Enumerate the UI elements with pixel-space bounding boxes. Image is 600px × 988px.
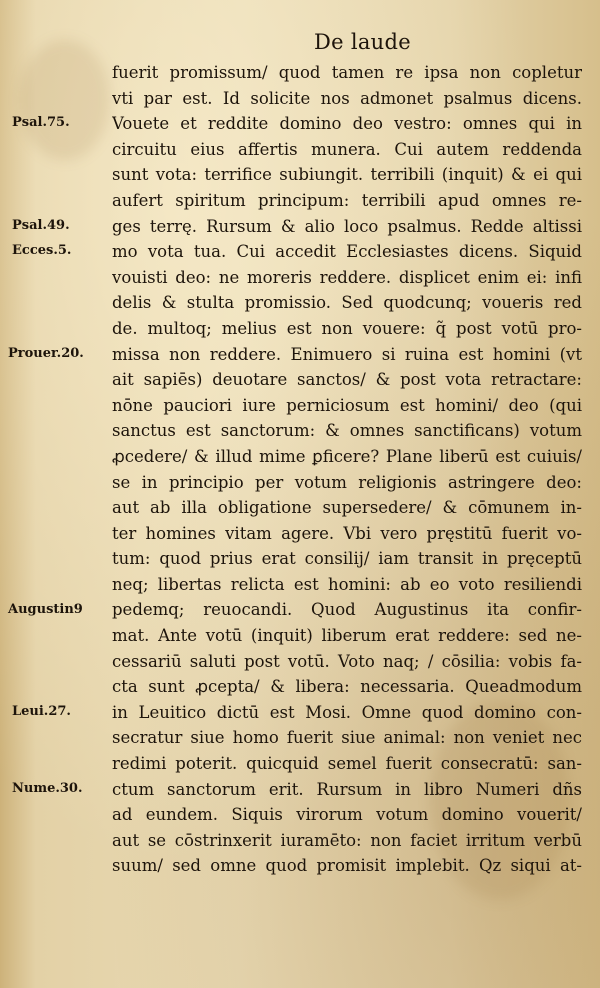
text-line: ait sapiēs) deuotare sanctos/ & post vota retractare: — [112, 370, 582, 390]
text-line: secratur siue homo fuerit siue animal: non veniet nec — [112, 728, 582, 748]
text-line: nōne pauciori iure perniciosum est homini/ deo (qui — [112, 395, 582, 415]
text-line: mo vota tua. Cui accedit Ecclesiastes dicens. Siquid — [112, 242, 582, 262]
text-line: vouisti deo: ne moreris reddere. displicet enim ei: infi — [112, 267, 582, 287]
text-line: vti par est. Id solicite nos admonet psalmus dicens. — [112, 88, 582, 108]
text-line: delis & stulta promissio. Sed quodcunq; voueris red — [112, 293, 582, 313]
text-line: cessariū saluti post votū. Voto naq; / cōsilia: vobis fa- — [112, 651, 582, 671]
margin-note: Psal.75. — [12, 115, 70, 131]
text-line: redimi poterit. quicquid semel fuerit consecratū: san- — [112, 754, 582, 774]
text-line: ctum sanctorum erit. Rursum in libro Numeri dñs — [112, 779, 582, 799]
text-line: pedemq; reuocandi. Quod Augustinus ita confir- — [112, 600, 582, 620]
text-line: sanctus est sanctorum: & omnes sanctificans) votum — [112, 421, 582, 441]
margin-note: Augustin9 — [8, 601, 83, 617]
text-line: cta sunt ꝓcepta/ & libera: necessaria. Queadmodum — [112, 677, 582, 697]
text-line: ad eundem. Siquis virorum votum domino vouerit/ — [112, 805, 582, 825]
text-line: suum/ sed omne quod promisit implebit. Qz siqui at- — [112, 856, 582, 876]
text-line: circuitu eius affertis munera. Cui autem reddenda — [112, 139, 582, 159]
running-header: De laude — [314, 30, 411, 54]
text-line: missa non reddere. Enimuero si ruina est homini (vt — [112, 344, 582, 364]
text-line: aufert spiritum principum: terribili apud omnes re- — [112, 190, 582, 210]
text-line: aut ab illa obligatione supersedere/ & cōmunem in- — [112, 498, 582, 518]
text-line: Vouete et reddite domino deo vestro: omnes qui in — [112, 114, 582, 134]
margin-note: Ecces.5. — [12, 243, 72, 259]
text-line: ges terrę. Rursum & alio loco psalmus. Redde altissi — [112, 216, 582, 236]
text-line: de. multoq; melius est non vouere: q̃ post votū pro- — [112, 318, 582, 338]
text-line: sunt vota: terrifice subiungit. terribili (inquit) & ei qui — [112, 165, 582, 185]
margin-note: Leui.27. — [12, 704, 71, 719]
margin-note: Nume.30. — [12, 780, 83, 796]
text-line: in Leuitico dictū est Mosi. Omne quod domino con- — [112, 702, 582, 722]
text-line: se in principio per votum religionis astringere deo: — [112, 472, 582, 492]
text-line: fuerit promissum/ quod tamen re ipsa non copletur — [112, 63, 582, 82]
text-block — [112, 60, 582, 879]
text-line: aut se cōstrinxerit iuramēto: non faciet irritum verbū — [112, 830, 582, 850]
text-line: ꝓcedere/ & illud mime ꝑficere? Plane liberū est cuiuis/ — [112, 446, 582, 466]
text-line: ter homines vitam agere. Vbi vero pręstitū fuerit vo- — [112, 523, 582, 543]
text-line: neq; libertas relicta est homini: ab eo voto resiliendi — [112, 574, 582, 594]
text-line: tum: quod prius erat consilij/ iam transit in pręceptū — [112, 549, 582, 569]
text-line: mat. Ante votū (inquit) liberum erat reddere: sed ne- — [112, 626, 582, 646]
paper-stain — [20, 40, 110, 160]
margin-note: Prouer.20. — [8, 345, 84, 361]
margin-note: Psal.49. — [12, 217, 70, 233]
